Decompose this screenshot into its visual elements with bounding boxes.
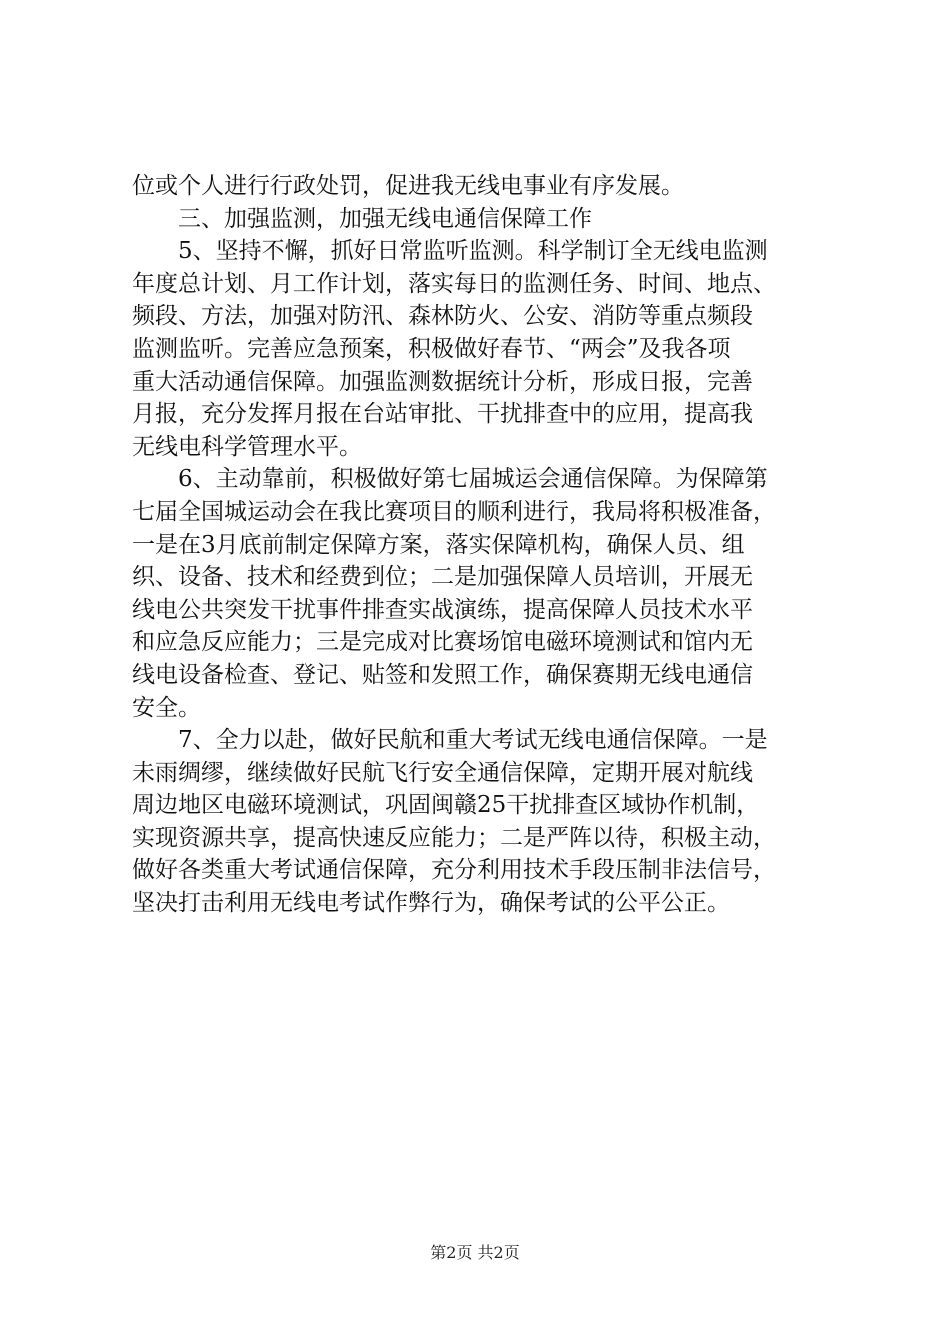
section-heading: 三、加强监测，加强无线电通信保障工作 xyxy=(178,205,592,232)
document-body xyxy=(132,170,832,920)
page-number-footer: 第2页 共2页 xyxy=(430,1243,520,1262)
paragraph-line: 织、设备、技术和经费到位；二是加强保障人员培训，开展无 xyxy=(132,564,753,591)
paragraph-line: 安全。 xyxy=(132,694,201,721)
paragraph-line: 实现资源共享，提高快速反应能力；二是严阵以待，积极主动， xyxy=(132,824,776,851)
paragraph-line: 频段、方法，加强对防汛、森林防火、公安、消防等重点频段 xyxy=(132,303,753,330)
paragraph-line: 做好各类重大考试通信保障，充分利用技术手段压制非法信号， xyxy=(132,857,776,884)
paragraph-line: 和应急反应能力；三是完成对比赛场馆电磁环境测试和馆内无 xyxy=(132,629,753,656)
paragraph-line: 5、坚持不懈，抓好日常监听监测。科学制订全无线电监测 xyxy=(178,238,768,265)
paragraph-line: 监测监听。完善应急预案，积极做好春节、“两会”及我各项 xyxy=(132,335,731,362)
paragraph-line: 坚决打击利用无线电考试作弊行为，确保考试的公平公正。 xyxy=(132,890,730,917)
paragraph-line: 月报，充分发挥月报在台站审批、干扰排查中的应用，提高我 xyxy=(132,401,753,428)
paragraph-line: 线电设备检查、登记、贴签和发照工作，确保赛期无线电通信 xyxy=(132,661,753,688)
paragraph-line: 年度总计划、月工作计划，落实每日的监测任务、时间、地点、 xyxy=(132,270,776,297)
paragraph-line: 线电公共突发干扰事件排查实战演练，提高保障人员技术水平 xyxy=(132,596,753,623)
paragraph-line: 周边地区电磁环境测试，巩固闽赣25干扰排查区域协作机制， xyxy=(132,792,760,819)
paragraph-line: 位或个人进行行政处罚，促进我无线电事业有序发展。 xyxy=(132,173,684,199)
paragraph-line: 无线电科学管理水平。 xyxy=(132,433,362,460)
paragraph-line: 七届全国城运动会在我比赛项目的顺利进行，我局将积极准备， xyxy=(132,498,776,525)
paragraph-line: 未雨绸缪，继续做好民航飞行安全通信保障，定期开展对航线 xyxy=(132,759,753,786)
paragraph-line: 重大活动通信保障。加强监测数据统计分析，形成日报，完善 xyxy=(132,368,753,395)
paragraph-line: 7、全力以赴，做好民航和重大考试无线电通信保障。一是 xyxy=(178,727,768,754)
paragraph-line: 一是在3月底前制定保障方案，落实保障机构，确保人员、组 xyxy=(132,531,745,558)
paragraph-line: 6、主动靠前，积极做好第七届城运会通信保障。为保障第 xyxy=(178,466,768,493)
